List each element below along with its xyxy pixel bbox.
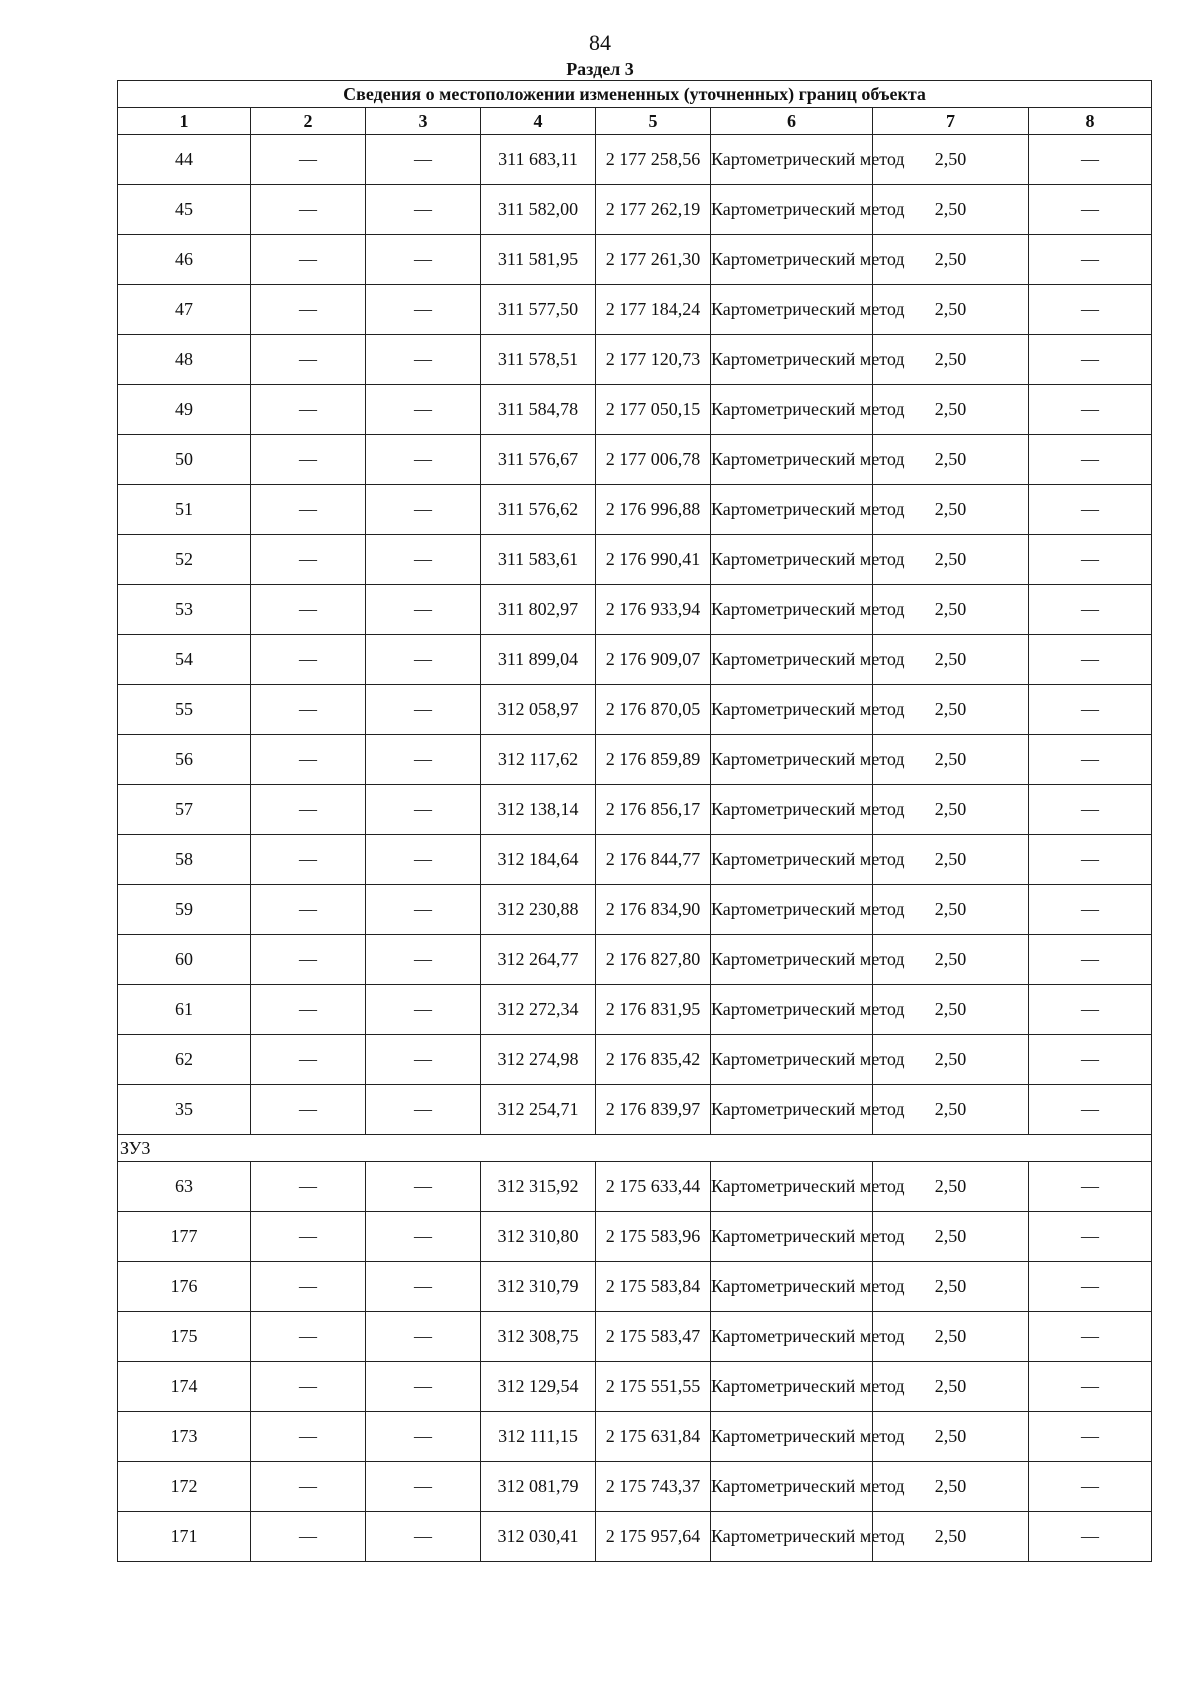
table-cell: 2 176 859,89 xyxy=(596,735,711,785)
table-cell: Картометрический метод xyxy=(711,935,873,985)
table-cell: — xyxy=(251,185,366,235)
table-cell: 2 176 839,97 xyxy=(596,1085,711,1135)
table-cell: — xyxy=(366,1312,481,1362)
group-label: ЗУ3 xyxy=(118,1135,1152,1162)
table-cell: — xyxy=(251,435,366,485)
table-cell: 2 175 551,55 xyxy=(596,1362,711,1412)
table-cell: 44 xyxy=(118,135,251,185)
table-cell: — xyxy=(251,635,366,685)
table-cell: 2,50 xyxy=(873,435,1029,485)
table-cell: 173 xyxy=(118,1412,251,1462)
table-cell: 311 578,51 xyxy=(481,335,596,385)
table-cell: — xyxy=(1029,785,1152,835)
table-cell: — xyxy=(251,285,366,335)
table-cell: — xyxy=(1029,1035,1152,1085)
table-cell: — xyxy=(1029,735,1152,785)
table-cell: 311 899,04 xyxy=(481,635,596,685)
table-cell: Картометрический метод xyxy=(711,885,873,935)
table-cell: — xyxy=(1029,1462,1152,1512)
table-cell: — xyxy=(1029,335,1152,385)
table-cell: 312 030,41 xyxy=(481,1512,596,1562)
table-row xyxy=(118,135,1152,185)
table-cell: 312 264,77 xyxy=(481,935,596,985)
table-cell: 57 xyxy=(118,785,251,835)
table-cell: — xyxy=(1029,585,1152,635)
table-cell: — xyxy=(1029,685,1152,735)
table-cell: Картометрический метод xyxy=(711,535,873,585)
table-cell: 54 xyxy=(118,635,251,685)
table-cell: — xyxy=(366,685,481,735)
table-cell: Картометрический метод xyxy=(711,235,873,285)
column-header: 4 xyxy=(481,108,596,135)
table-cell: Картометрический метод xyxy=(711,985,873,1035)
table-cell: 60 xyxy=(118,935,251,985)
table-row xyxy=(118,535,1152,585)
table-cell: — xyxy=(251,685,366,735)
table-cell: — xyxy=(366,385,481,435)
table-cell: 312 308,75 xyxy=(481,1312,596,1362)
table-cell: — xyxy=(366,935,481,985)
table-cell: — xyxy=(251,135,366,185)
table-cell: — xyxy=(1029,1262,1152,1312)
table-cell: 312 081,79 xyxy=(481,1462,596,1512)
table-cell: — xyxy=(251,935,366,985)
column-header: 8 xyxy=(1029,108,1152,135)
table-cell: — xyxy=(251,1162,366,1212)
table-cell: — xyxy=(251,535,366,585)
table-cell: 2 176 933,94 xyxy=(596,585,711,635)
table-cell: — xyxy=(366,535,481,585)
table-cell: 176 xyxy=(118,1262,251,1312)
table-cell: 312 117,62 xyxy=(481,735,596,785)
column-header: 6 xyxy=(711,108,873,135)
table-cell: — xyxy=(366,1085,481,1135)
table-cell: 35 xyxy=(118,1085,251,1135)
table-cell: — xyxy=(366,835,481,885)
table-cell: 2,50 xyxy=(873,885,1029,935)
table-cell: Картометрический метод xyxy=(711,1462,873,1512)
table-cell: — xyxy=(366,185,481,235)
table-cell: 312 310,79 xyxy=(481,1262,596,1312)
table-cell: 48 xyxy=(118,335,251,385)
table-cell: 50 xyxy=(118,435,251,485)
table-cell: 312 272,34 xyxy=(481,985,596,1035)
table-cell: 2 176 909,07 xyxy=(596,635,711,685)
table-cell: 2,50 xyxy=(873,535,1029,585)
table-row xyxy=(118,885,1152,935)
table-cell: — xyxy=(366,985,481,1035)
table-cell: — xyxy=(251,1512,366,1562)
table-row xyxy=(118,1162,1152,1212)
table-cell: Картометрический метод xyxy=(711,1512,873,1562)
table-cell: 2,50 xyxy=(873,1035,1029,1085)
table-cell: — xyxy=(366,435,481,485)
table-cell: 2 177 050,15 xyxy=(596,385,711,435)
table-cell: — xyxy=(251,885,366,935)
table-cell: — xyxy=(251,1362,366,1412)
table-row xyxy=(118,1085,1152,1135)
table-cell: 2,50 xyxy=(873,1085,1029,1135)
table-cell: 2 175 743,37 xyxy=(596,1462,711,1512)
group-label-row xyxy=(118,1135,1152,1162)
table-caption-row xyxy=(118,81,1152,108)
table-cell: 311 577,50 xyxy=(481,285,596,335)
table-cell: Картометрический метод xyxy=(711,185,873,235)
table-cell: 47 xyxy=(118,285,251,335)
table-cell: Картометрический метод xyxy=(711,635,873,685)
table-cell: 2 175 583,96 xyxy=(596,1212,711,1262)
table-cell: 2 175 957,64 xyxy=(596,1512,711,1562)
table-cell: — xyxy=(366,485,481,535)
table-cell: Картометрический метод xyxy=(711,135,873,185)
table-cell: 2,50 xyxy=(873,935,1029,985)
table-cell: 2,50 xyxy=(873,485,1029,535)
table-cell: — xyxy=(251,1212,366,1262)
table-cell: 312 315,92 xyxy=(481,1162,596,1212)
table-cell: 46 xyxy=(118,235,251,285)
table-cell: — xyxy=(251,985,366,1035)
table-cell: 312 254,71 xyxy=(481,1085,596,1135)
table-cell: — xyxy=(366,1162,481,1212)
table-cell: — xyxy=(251,1262,366,1312)
table-cell: 2 176 844,77 xyxy=(596,835,711,885)
table-cell: — xyxy=(1029,1312,1152,1362)
column-header: 1 xyxy=(118,108,251,135)
table-cell: — xyxy=(1029,1162,1152,1212)
table-cell: — xyxy=(366,635,481,685)
table-cell: — xyxy=(366,285,481,335)
table-row xyxy=(118,1212,1152,1262)
table-row xyxy=(118,1462,1152,1512)
table-cell: 2,50 xyxy=(873,385,1029,435)
table-cell: Картометрический метод xyxy=(711,785,873,835)
table-cell: 312 184,64 xyxy=(481,835,596,885)
table-cell: Картометрический метод xyxy=(711,1035,873,1085)
table-cell: 2,50 xyxy=(873,1512,1029,1562)
table-cell: — xyxy=(251,585,366,635)
table-row xyxy=(118,1312,1152,1362)
table-cell: 311 584,78 xyxy=(481,385,596,435)
table-cell: — xyxy=(1029,1362,1152,1412)
table-cell: 2 176 835,42 xyxy=(596,1035,711,1085)
table-cell: — xyxy=(366,1412,481,1462)
table-cell: 171 xyxy=(118,1512,251,1562)
table-cell: 55 xyxy=(118,685,251,735)
table-cell: Картометрический метод xyxy=(711,1085,873,1135)
table-cell: 2 176 870,05 xyxy=(596,685,711,735)
table-cell: 59 xyxy=(118,885,251,935)
table-cell: — xyxy=(251,485,366,535)
table-row xyxy=(118,435,1152,485)
table-row xyxy=(118,785,1152,835)
table-cell: 61 xyxy=(118,985,251,1035)
table-cell: 2,50 xyxy=(873,585,1029,635)
table-cell: Картометрический метод xyxy=(711,735,873,785)
table-cell: 311 802,97 xyxy=(481,585,596,635)
table-cell: — xyxy=(251,1412,366,1462)
table-cell: — xyxy=(251,835,366,885)
table-cell: — xyxy=(1029,435,1152,485)
table-cell: — xyxy=(366,1212,481,1262)
table-cell: 311 683,11 xyxy=(481,135,596,185)
table-cell: — xyxy=(251,1312,366,1362)
table-cell: 2,50 xyxy=(873,1412,1029,1462)
column-header: 5 xyxy=(596,108,711,135)
table-cell: 2 177 258,56 xyxy=(596,135,711,185)
table-cell: 312 058,97 xyxy=(481,685,596,735)
table-cell: — xyxy=(1029,635,1152,685)
table-cell: 2,50 xyxy=(873,735,1029,785)
table-cell: — xyxy=(366,735,481,785)
table-cell: Картометрический метод xyxy=(711,1362,873,1412)
section-title: Раздел 3 xyxy=(566,59,634,79)
table-cell: 177 xyxy=(118,1212,251,1262)
table-cell: 2,50 xyxy=(873,1462,1029,1512)
table-cell: — xyxy=(1029,1085,1152,1135)
table-cell: 312 230,88 xyxy=(481,885,596,935)
table-cell: — xyxy=(251,235,366,285)
table-cell: Картометрический метод xyxy=(711,485,873,535)
table-cell: — xyxy=(366,585,481,635)
table-cell: 175 xyxy=(118,1312,251,1362)
table-cell: 312 138,14 xyxy=(481,785,596,835)
table-cell: 2 175 633,44 xyxy=(596,1162,711,1212)
coordinates-table xyxy=(117,80,1152,1562)
table-row xyxy=(118,185,1152,235)
column-header: 7 xyxy=(873,108,1029,135)
table-cell: — xyxy=(251,735,366,785)
table-cell: 2,50 xyxy=(873,335,1029,385)
table-cell: 311 576,67 xyxy=(481,435,596,485)
table-cell: — xyxy=(251,1085,366,1135)
table-cell: Картометрический метод xyxy=(711,285,873,335)
table-cell: 2,50 xyxy=(873,785,1029,835)
table-cell: 312 111,15 xyxy=(481,1412,596,1462)
page-number: 84 xyxy=(589,30,611,55)
table-row xyxy=(118,585,1152,635)
table-cell: 2,50 xyxy=(873,1212,1029,1262)
table-cell: — xyxy=(1029,1512,1152,1562)
table-cell: 312 274,98 xyxy=(481,1035,596,1085)
table-cell: 2,50 xyxy=(873,835,1029,885)
table-row xyxy=(118,685,1152,735)
table-cell: 62 xyxy=(118,1035,251,1085)
table-cell: Картометрический метод xyxy=(711,685,873,735)
table-cell: — xyxy=(251,385,366,435)
table-row xyxy=(118,935,1152,985)
table-cell: 311 583,61 xyxy=(481,535,596,585)
table-cell: — xyxy=(1029,485,1152,535)
table-cell: — xyxy=(1029,1212,1152,1262)
table-cell: — xyxy=(366,1035,481,1085)
table-cell: — xyxy=(1029,985,1152,1035)
table-cell: 311 576,62 xyxy=(481,485,596,535)
table-cell: Картометрический метод xyxy=(711,385,873,435)
table-row xyxy=(118,1412,1152,1462)
table-cell: — xyxy=(1029,285,1152,335)
table-row xyxy=(118,1362,1152,1412)
table-cell: Картометрический метод xyxy=(711,335,873,385)
table-cell: — xyxy=(251,1035,366,1085)
table-cell: 2 175 583,84 xyxy=(596,1262,711,1312)
table-cell: 56 xyxy=(118,735,251,785)
table-row xyxy=(118,1035,1152,1085)
table-cell: 2,50 xyxy=(873,285,1029,335)
table-cell: — xyxy=(366,135,481,185)
column-header-row xyxy=(118,108,1152,135)
table-cell: 2 176 996,88 xyxy=(596,485,711,535)
table-row xyxy=(118,835,1152,885)
table-cell: 311 582,00 xyxy=(481,185,596,235)
table-cell: 2 176 827,80 xyxy=(596,935,711,985)
table-cell: 2 177 184,24 xyxy=(596,285,711,335)
table-cell: 2 177 120,73 xyxy=(596,335,711,385)
column-header: 2 xyxy=(251,108,366,135)
table-cell: — xyxy=(366,335,481,385)
table-cell: — xyxy=(1029,835,1152,885)
table-cell: — xyxy=(366,885,481,935)
table-cell: — xyxy=(366,1262,481,1312)
table-cell: 2,50 xyxy=(873,985,1029,1035)
table-cell: — xyxy=(1029,885,1152,935)
table-cell: 2,50 xyxy=(873,1312,1029,1362)
table-cell: 2,50 xyxy=(873,685,1029,735)
table-cell: 2,50 xyxy=(873,1362,1029,1412)
table-caption: Сведения о местоположении измененных (уточненных) границ объекта xyxy=(118,81,1152,108)
table-cell: 2,50 xyxy=(873,1162,1029,1212)
table-cell: 53 xyxy=(118,585,251,635)
table-cell: 2,50 xyxy=(873,1262,1029,1312)
table-cell: 45 xyxy=(118,185,251,235)
table-cell: 312 129,54 xyxy=(481,1362,596,1412)
table-cell: — xyxy=(1029,235,1152,285)
table-row xyxy=(118,285,1152,335)
table-cell: 311 581,95 xyxy=(481,235,596,285)
table-cell: — xyxy=(366,1462,481,1512)
table-row xyxy=(118,385,1152,435)
table-cell: 312 310,80 xyxy=(481,1212,596,1262)
table-cell: 2,50 xyxy=(873,635,1029,685)
table-cell: 51 xyxy=(118,485,251,535)
table-cell: 2 176 990,41 xyxy=(596,535,711,585)
table-cell: 2 177 261,30 xyxy=(596,235,711,285)
table-row xyxy=(118,1262,1152,1312)
table-cell: Картометрический метод xyxy=(711,435,873,485)
table-cell: Картометрический метод xyxy=(711,1162,873,1212)
table-cell: 2,50 xyxy=(873,135,1029,185)
table-row xyxy=(118,335,1152,385)
table-cell: — xyxy=(366,1512,481,1562)
table-cell: 2 176 831,95 xyxy=(596,985,711,1035)
table-row xyxy=(118,635,1152,685)
table-cell: 2 175 583,47 xyxy=(596,1312,711,1362)
table-cell: — xyxy=(1029,1412,1152,1462)
table-cell: 2,50 xyxy=(873,235,1029,285)
table-cell: Картометрический метод xyxy=(711,585,873,635)
table-cell: 2 177 006,78 xyxy=(596,435,711,485)
table-cell: — xyxy=(251,1462,366,1512)
table-cell: — xyxy=(366,1362,481,1412)
column-header: 3 xyxy=(366,108,481,135)
table-row xyxy=(118,485,1152,535)
table-cell: Картометрический метод xyxy=(711,1312,873,1362)
table-cell: 172 xyxy=(118,1462,251,1512)
table-cell: 58 xyxy=(118,835,251,885)
table-cell: — xyxy=(1029,385,1152,435)
table-row xyxy=(118,985,1152,1035)
table-cell: 63 xyxy=(118,1162,251,1212)
table-cell: Картометрический метод xyxy=(711,1262,873,1312)
table-cell: 2 175 631,84 xyxy=(596,1412,711,1462)
table-cell: Картометрический метод xyxy=(711,1412,873,1462)
table-cell: 2 176 834,90 xyxy=(596,885,711,935)
table-cell: — xyxy=(366,235,481,285)
table-cell: — xyxy=(1029,185,1152,235)
table-cell: — xyxy=(251,335,366,385)
table-row xyxy=(118,1512,1152,1562)
table-cell: — xyxy=(366,785,481,835)
table-row xyxy=(118,735,1152,785)
table-cell: — xyxy=(1029,535,1152,585)
table-cell: — xyxy=(1029,935,1152,985)
table-cell: — xyxy=(251,785,366,835)
table-cell: 174 xyxy=(118,1362,251,1412)
table-cell: 2 177 262,19 xyxy=(596,185,711,235)
table-cell: Картометрический метод xyxy=(711,1212,873,1262)
table-cell: 2 176 856,17 xyxy=(596,785,711,835)
table-cell: Картометрический метод xyxy=(711,835,873,885)
table-row xyxy=(118,235,1152,285)
table-cell: 2,50 xyxy=(873,185,1029,235)
table-cell: 52 xyxy=(118,535,251,585)
table-cell: — xyxy=(1029,135,1152,185)
table-cell: 49 xyxy=(118,385,251,435)
